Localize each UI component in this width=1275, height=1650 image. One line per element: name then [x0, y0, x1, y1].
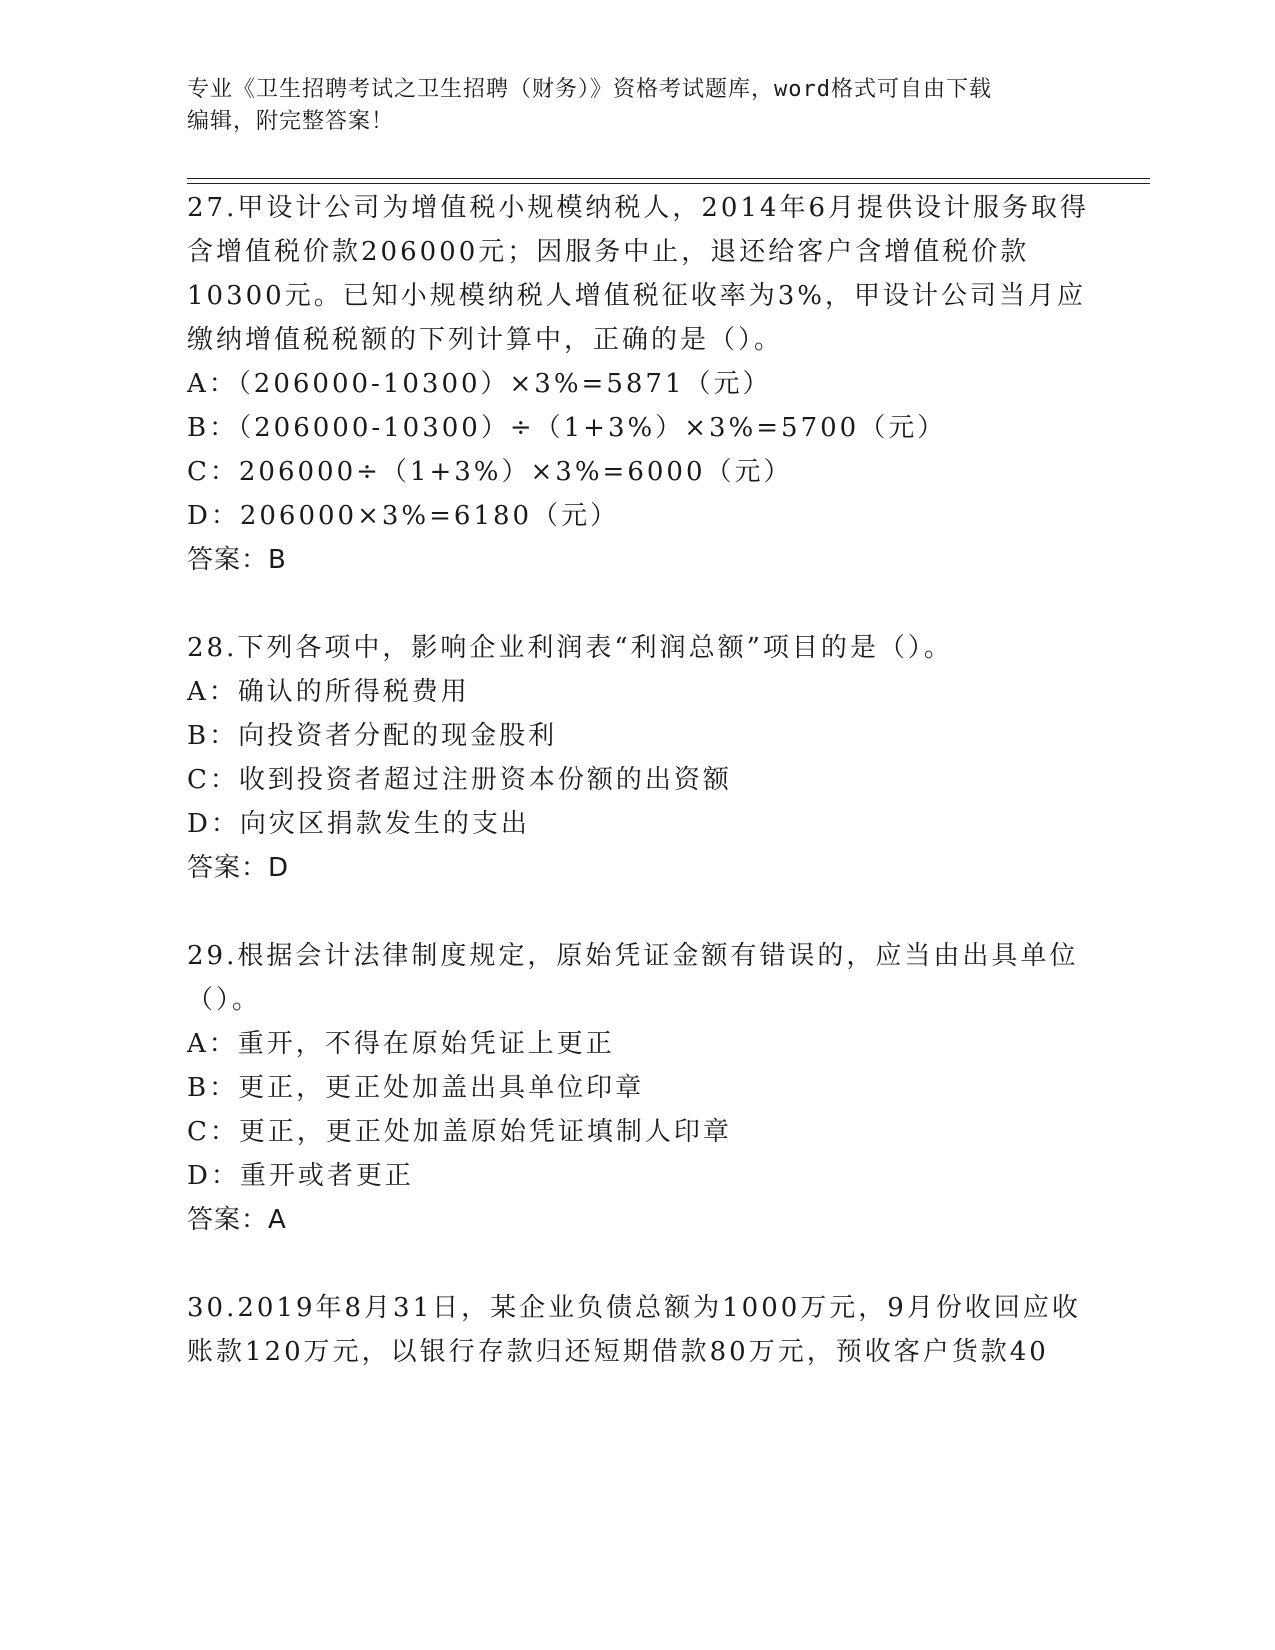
q27-option-a: A：（206000-10300）×3%=5871（元）	[187, 369, 772, 399]
q28-stem-line-1: 28.下列各项中，影响企业利润表“利润总额”项目的是（）。	[187, 633, 953, 663]
q29-option-c: C：更正，更正处加盖原始凭证填制人印章	[187, 1117, 732, 1147]
header-line-1: 专业《卫生招聘考试之卫生招聘（财务）》资格考试题库，word格式可自由下载	[187, 77, 992, 102]
q27-stem-line-2: 含增值税价款206000元；因服务中止，退还给客户含增值税价款	[187, 237, 1030, 267]
q28-option-d: D：向灾区捐款发生的支出	[187, 809, 530, 839]
q27-answer: 答案：B	[187, 545, 287, 575]
q29-stem-line-1: 29.根据会计法律制度规定，原始凭证金额有错误的，应当由出具单位	[187, 941, 1079, 971]
q27-stem-line-3: 10300元。已知小规模纳税人增值税征收率为3%，甲设计公司当月应	[187, 281, 1086, 311]
q28-option-b: B：向投资者分配的现金股利	[187, 721, 558, 751]
header-divider-bottom	[187, 183, 1150, 184]
q27-stem-line-1: 27.甲设计公司为增值税小规模纳税人，2014年6月提供设计服务取得	[187, 193, 1090, 223]
q27-option-b: B：（206000-10300）÷（1+3%）×3%=5700（元）	[187, 413, 947, 443]
q27-option-c: C：206000÷（1+3%）×3%=6000（元）	[187, 457, 793, 487]
q27-option-d: D：206000×3%=6180（元）	[187, 501, 620, 531]
q29-option-a: A：重开，不得在原始凭证上更正	[187, 1029, 615, 1059]
q29-answer: 答案：A	[187, 1205, 287, 1235]
q30-stem-line-2: 账款120万元，以银行存款归还短期借款80万元，预收客户货款40	[187, 1337, 1049, 1367]
q29-option-d: D：重开或者更正	[187, 1161, 414, 1191]
q30-stem-line-1: 30.2019年8月31日，某企业负债总额为1000万元，9月份收回应收	[187, 1293, 1081, 1323]
q28-option-c: C：收到投资者超过注册资本份额的出资额	[187, 765, 732, 795]
header-line-2: 编辑，附完整答案！	[187, 109, 395, 134]
q28-option-a: A：确认的所得税费用	[187, 677, 470, 707]
document-header	[187, 74, 1087, 138]
q29-option-b: B：更正，更正处加盖出具单位印章	[187, 1073, 645, 1103]
header-divider-top	[187, 178, 1150, 179]
q28-answer: 答案：D	[187, 853, 290, 883]
q29-stem-line-2: （）。	[187, 985, 262, 1015]
q27-stem-line-4: 缴纳增值税税额的下列计算中，正确的是（）。	[187, 325, 784, 355]
